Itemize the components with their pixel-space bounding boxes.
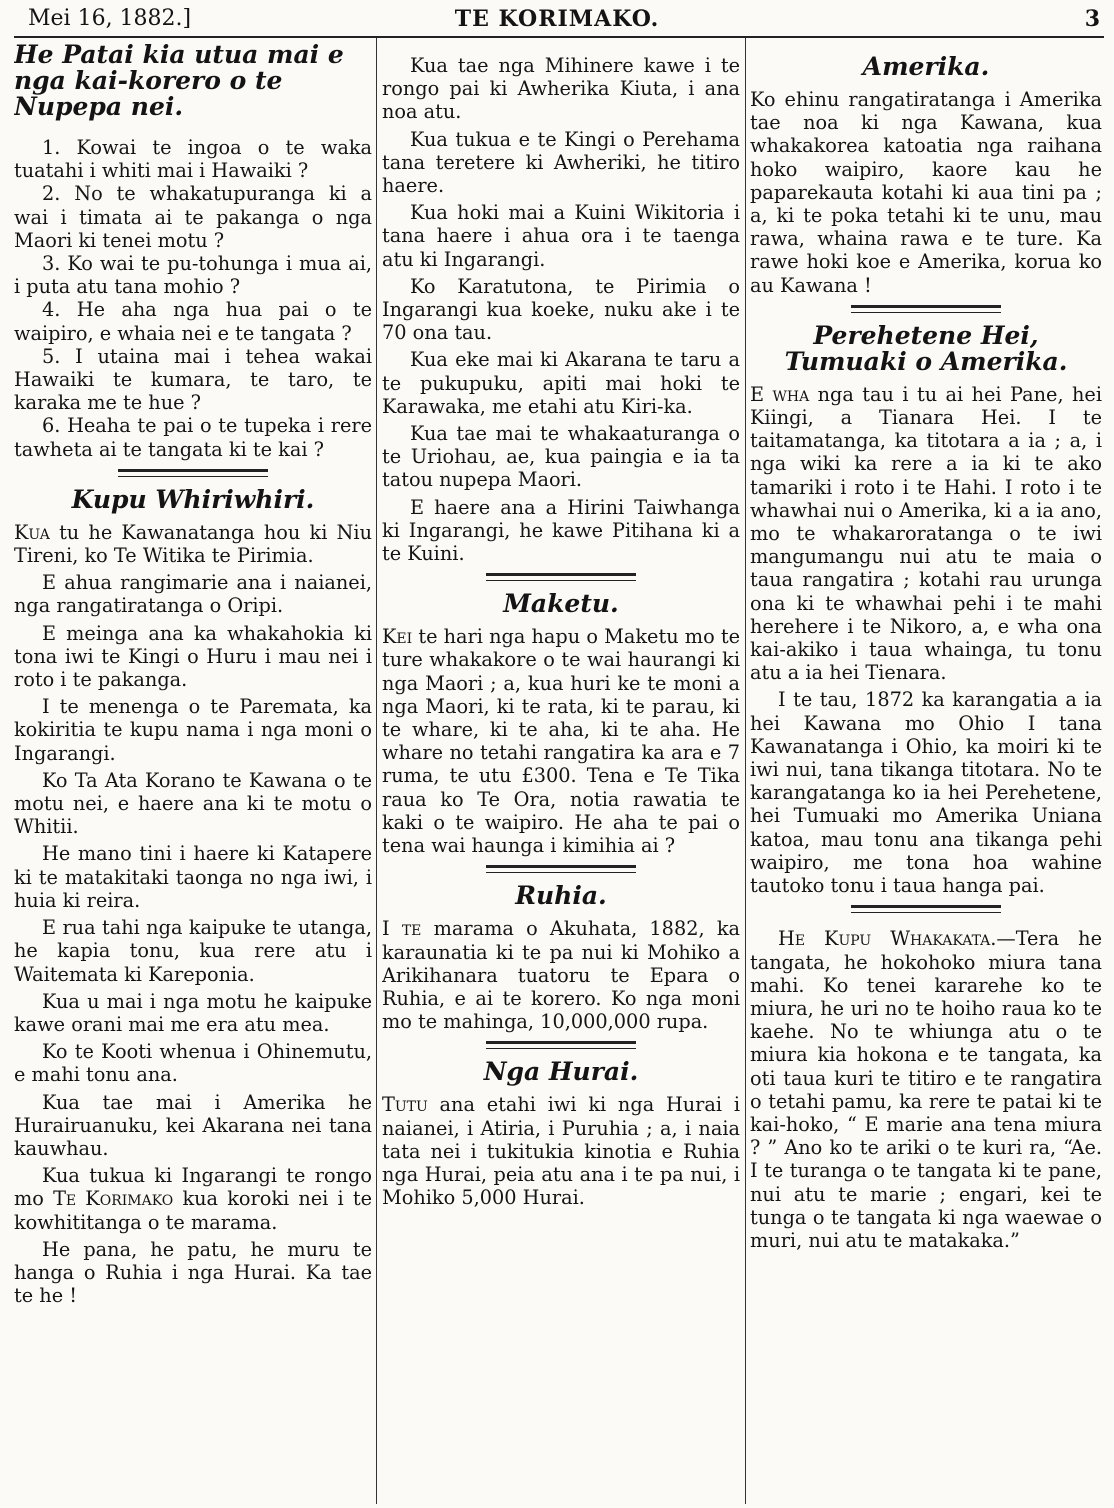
page-header [0, 6, 1114, 36]
joke-paragraph [750, 927, 1102, 1252]
news-paragraph: Kua tae nga Mihinere kawe i te rongo pai ki Awherika Kiuta, i ana noa atu. [382, 54, 740, 124]
kupu-whiriwhiri-heading: Kupu Whiriwhiri. [71, 484, 315, 514]
question: 3. Ko wai te pu-tohunga i mua ai, i puta atu tana mohio ? [14, 252, 372, 299]
paragraph-text: tu he Kawanatanga hou ki Niu Tireni, ko Te Witika te Pirimia. [14, 520, 372, 568]
paragraph-text: Kua tukua ki Ingarangi te rongo mo [14, 1164, 372, 1211]
article-paragraph: Ko ehinu rangatiratanga i Amerika tae noa ki nga Kawana, kua whakakorea katoatia nga raihana hoko waipiro, kaore kau he paparekauta kotahi ki aua tini pa ; a, ki te poka tetahi ki te unu, mau rawa, whaina rawa e te ture. Ka rawe hoki koe e Amerika, korua ko au Kawana ! [750, 88, 1102, 297]
issue-date: Mei 16, 1882.] [28, 6, 192, 31]
article-paragraph [14, 521, 372, 567]
paragraph-text: nga tau i tu ai hei Pane, hei Kiingi, a Tianara Hei. I te taitamatanga, ka titotara a ia ; a, i nga wiki ka rere a ia ki te ako tamariki i roto i te Hahi. I roto i te whawhai nui o Amerika, ki a ia ano, mo te whakaroratanga o te iwi mangumangu nui atu te maia o taua rangatira ; kotahi rau urunga ona ki te whawhai pehi i te mahi herehere i te Nikoro, a, e wha ona kai-akiko i taua whainga, tu tonu atu a ia hei Tienara. [750, 382, 1102, 685]
hurai-heading: Nga Hurai. [483, 1057, 639, 1087]
news-paragraph: Kua eke mai ki Akarana te taru a te pukupuku, apiti mai hoki te Karawaka, me etahi atu Kiri-ka. [382, 348, 740, 418]
column-rule [745, 38, 746, 1504]
joke-heading: He Kupu Whakakata. [778, 927, 997, 951]
article-paragraph: E rua tahi nga kaipuke te utanga, he kapia tonu, kua rere atu i Waitemata ki Kareponia. [14, 916, 372, 986]
paragraph-text: —Tera he tangata, he hokohoko miura tana mahi. Ko tenei kararehe ko te miura, he uri no te hoiho raua ko te kaehe. No te whiunga atu o te miura kia hokona e te tangata, ka oti taua kuri te titiro e te rangatira o tetahi pamu, ka rere te patai ki te kai-hoko, “ E marie ana tena miura ? ” Ano ko te ariki o te kuri ra, “Ae. I te turanga o te tangata ki te pane, nui atu te marie ; engari, kei te tunga o te tangata ki nga waewae o muri, nui atu te matakaka.” [750, 927, 1102, 1252]
article-paragraph: Ko Ta Ata Korano te Kawana o te motu nei, e haere ana ki te motu o Whitii. [14, 768, 372, 839]
article-paragraph [382, 625, 740, 857]
drop-word: E wha [750, 382, 810, 406]
news-paragraph: Ko Karatutona, te Pirimia o Ingarangi kua koeke, nuku ake i te 70 ona tau. [382, 274, 740, 345]
article-paragraph [382, 917, 740, 1033]
article-paragraph: Kua tae mai i Amerika he Hurairuanuku, kei Akarana nei tana kauwhau. [14, 1090, 372, 1160]
section-divider [851, 305, 1001, 313]
question: 2. No te whakatupuranga ki a wai i timata ai te pakanga o nga Maori ki tenei motu ? [14, 182, 372, 252]
article-paragraph [750, 383, 1102, 685]
paragraph-text: marama o Akuhata, 1882, ka karaunatia ki te pa nui ki Mohiko a Arikihanara tuatoru te Epara o Ruhia, e ai te korero. Ko nga moni mo te mahinga, 10,000,000 rupa. [382, 917, 740, 1034]
paragraph-text: ana etahi iwi ki nga Hurai i naianei, i Atiria, i Puruhia ; a, i naia tata nei i tukitukia kinotia e Ruhia nga Hurai, peia atu ana i te pa nui, i Mohiko 5,000 Hurai. [382, 1093, 740, 1210]
article-paragraph: Kua u mai i nga motu he kaipuke kawe orani mai me era atu mea. [14, 989, 372, 1036]
article-paragraph: Ko te Kooti whenua i Ohinemutu, e mahi tonu ana. [14, 1040, 372, 1087]
drop-word: I te [382, 917, 422, 941]
ruhia-heading: Ruhia. [515, 881, 607, 911]
maketu-heading: Maketu. [503, 589, 619, 619]
drop-word: Tutu [382, 1093, 428, 1117]
question: 5. I utaina mai i tehea wakai Hawaiki te kumara, te taro, te karaka me te hue ? [14, 344, 372, 415]
newspaper-name: Te Korimako [53, 1187, 174, 1211]
question: 4. He aha nga hua pai o te waipiro, e whaia nei e te tangata ? [14, 298, 372, 345]
article-paragraph: E ahua rangimarie ana i naianei, nga rangatiratanga o Oripi. [14, 571, 372, 618]
drop-word: Kei [382, 625, 413, 649]
newspaper-title: TE KORIMAKO. [454, 6, 660, 32]
section-divider [851, 905, 1001, 913]
column-3 [750, 38, 1102, 1504]
article-paragraph [382, 1093, 740, 1209]
news-paragraph: Kua tae mai te whakaaturanga o te Uriohau, ae, kua paingia e ia ta tatou nupepa Maori. [382, 422, 740, 492]
article-paragraph [14, 1164, 372, 1234]
article-paragraph: I te menenga o te Paremata, ka kokiritia te kupu nama i nga moni o Ingarangi. [14, 695, 372, 765]
section-divider [486, 573, 636, 581]
question: 6. Heaha te pai o te tupeka i rere tawheta ai te tangata ki te kai ? [14, 414, 372, 461]
paragraph-text: kua koroki nei i te kowhititanga o te marama. [14, 1187, 372, 1234]
article-paragraph: I te tau, 1872 ka karangatia a ia hei Kawana mo Ohio I tana Kawanatanga i Ohio, ka moiri ki te iwi nui, tana tikanga titotara. No te karangatanga ko ia hei Perehetene, hei Tumuaki mo Amerika Uniana katoa, mau tonu ana tikanga pehi waipiro, me tona hoa wahine tautoko tonu i taua hanga pai. [750, 688, 1102, 898]
questions-heading: He Patai kia utua mai e nga kai-korero o te Nupepa nei. [14, 40, 344, 121]
news-paragraph: Kua tukua e te Kingi o Perehama tana teretere ki Awheriki, he titiro haere. [382, 127, 740, 198]
section-divider [486, 865, 636, 873]
column-rule [376, 38, 377, 1504]
column-1 [14, 38, 372, 1504]
article-paragraph: He pana, he patu, he muru te hanga o Ruhia i nga Hurai. Ka tae te he ! [14, 1237, 372, 1308]
article-paragraph: E meinga ana ka whakahokia ki tona iwi te Kingi o Huru i mau nei i roto i te pakanga. [14, 621, 372, 692]
drop-word: Kua [14, 520, 50, 544]
news-paragraph: E haere ana a Hirini Taiwhanga ki Ingarangi, he kawe Pitihana ki a te Kuini. [382, 495, 740, 566]
column-2 [382, 38, 740, 1504]
amerika-heading: Amerika. [862, 52, 990, 81]
page-number: 3 [1084, 6, 1100, 32]
question: 1. Kowai te ingoa o te waka tuatahi i whiti mai i Hawaiki ? [14, 136, 372, 183]
president-heading: Perehetene Hei, Tumuaki o Amerika. [784, 320, 1068, 376]
news-paragraph: Kua hoki mai a Kuini Wikitoria i tana haere i ahua ora i te taenga atu ki Ingarangi. [382, 201, 740, 271]
section-divider [486, 1041, 636, 1049]
section-divider [118, 469, 268, 477]
paragraph-text: te hari nga hapu o Maketu mo te ture whakakore o te wai haurangi ki nga Maori ; a, kua huri ke te moni a nga Maori, ki te rata, ki te parau, ki te whare, ki te aha, ki te aha. He whare no tetahi rangatira ka ara e 7 ruma, te utu £300. Tena e Te Tika raua ko Te Ora, notia rawatia te kaki o te waipiro. He aha te pai o tena wai haunga i kimihia ai ? [382, 625, 740, 858]
article-paragraph: He mano tini i haere ki Katapere ki te matakitaki taonga no nga iwi, i huia ki reira. [14, 842, 372, 912]
